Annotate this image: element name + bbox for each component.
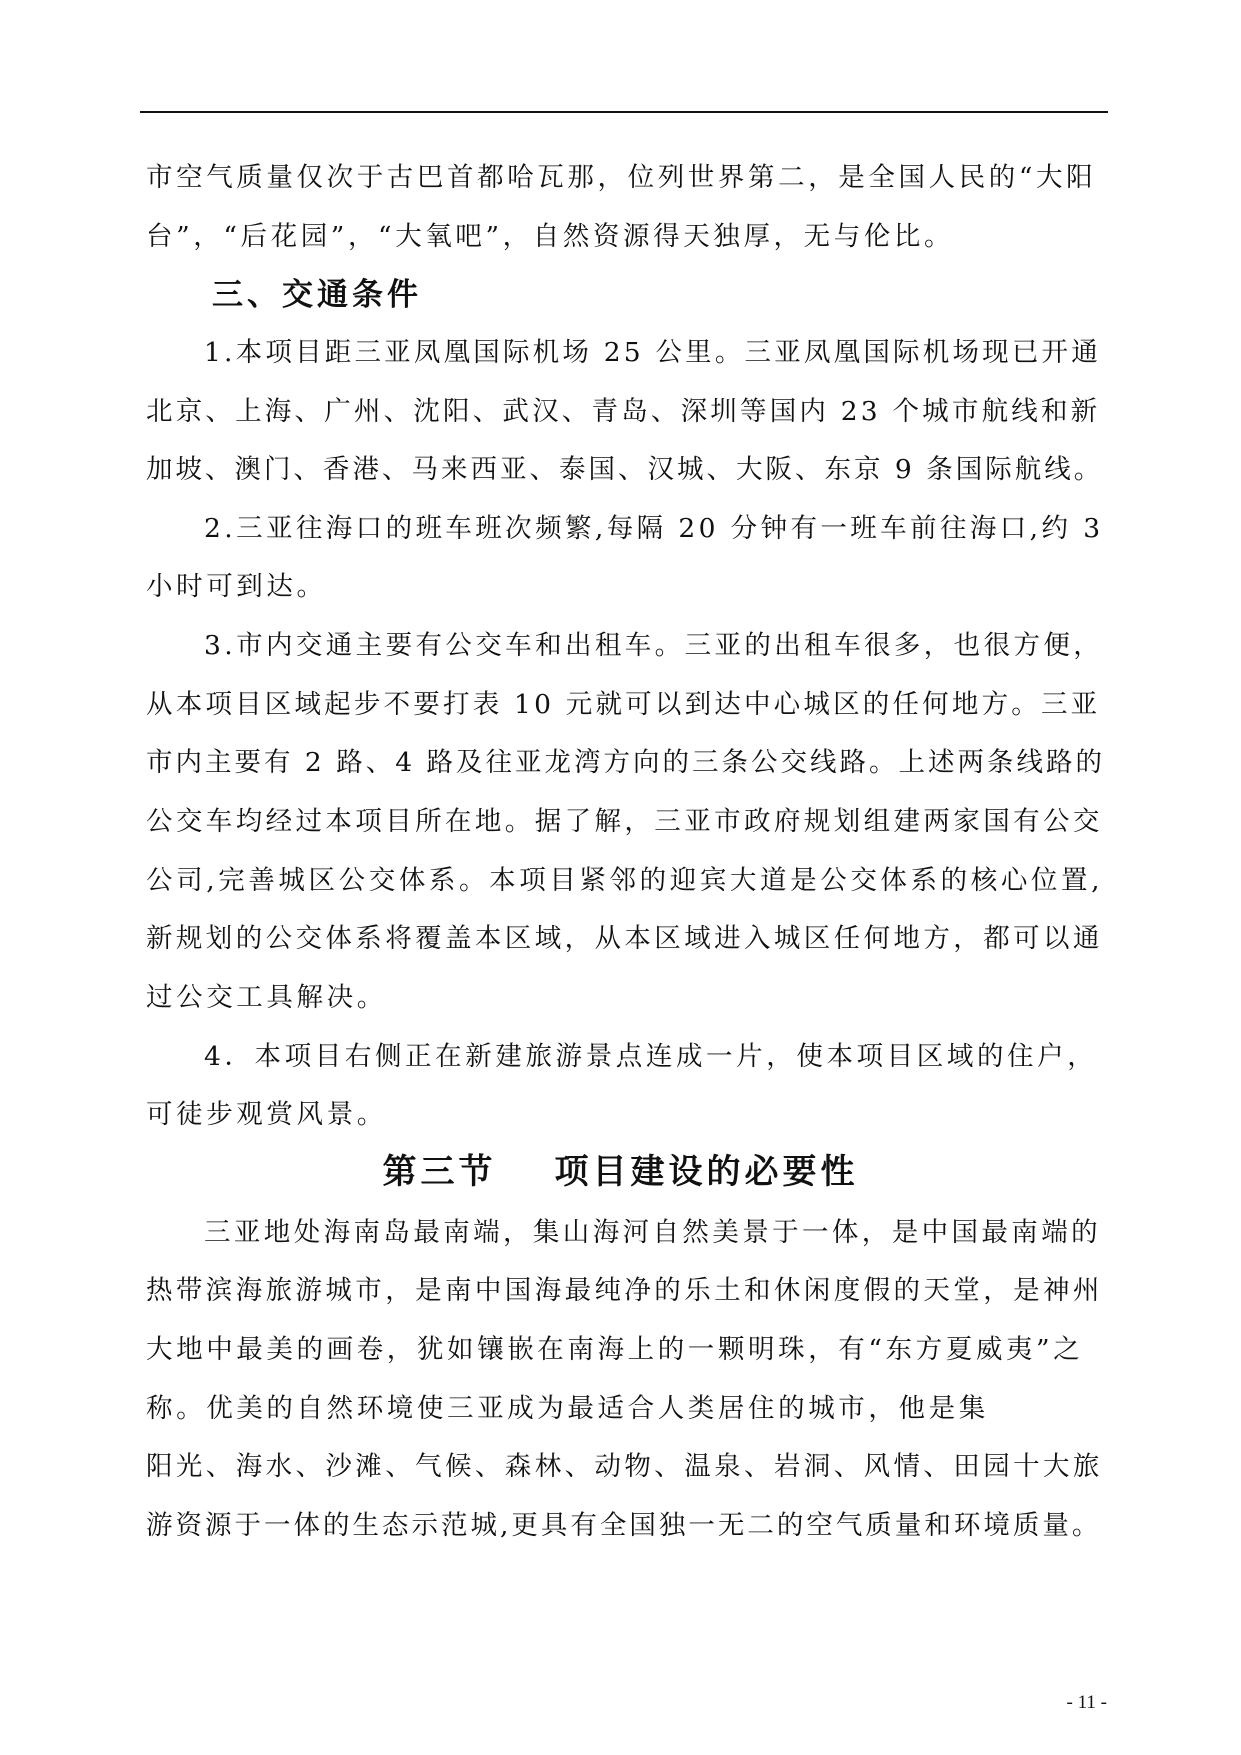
text-line: 新规划的公交体系将覆盖本区域，从本区域进入城区任何地方，都可以通: [146, 923, 1103, 954]
text-line: 阳光、海水、沙滩、气候、森林、动物、温泉、岩洞、风情、田园十大旅: [146, 1451, 1103, 1482]
section-number: 第三节: [382, 1152, 497, 1192]
text-line: 游资源于一体的生态示范城,更具有全国独一无二的空气质量和环境质量。: [146, 1510, 1102, 1541]
text-line: 公交车均经过本项目所在地。据了解，三亚市政府规划组建两家国有公交: [146, 806, 1103, 837]
text-line: 称。优美的自然环境使三亚成为最适合人类居住的城市，他是集: [146, 1393, 989, 1424]
text-line: 公司,完善城区公交体系。本项目紧邻的迎宾大道是公交体系的核心位置,: [146, 865, 1104, 896]
text-line: 市空气质量仅次于古巴首都哈瓦那，位列世界第二，是全国人民的“大阳: [146, 162, 1097, 193]
text-line: 市内主要有 2 路、4 路及往亚龙湾方向的三条公交线路。上述两条线路的: [146, 747, 1105, 778]
text-line: 大地中最美的画卷，犹如镶嵌在南海上的一颗明珠，有“东方夏威夷”之: [146, 1334, 1084, 1365]
text-line: 2.三亚往海口的班车班次频繁,每隔 20 分钟有一班车前往海口,约 3: [204, 513, 1104, 544]
text-line: 台”，“后花园”，“大氧吧”，自然资源得天独厚，无与伦比。: [146, 221, 955, 252]
text-line: 热带滨海旅游城市，是南中国海最纯净的乐土和休闲度假的天堂，是神州: [146, 1275, 1103, 1306]
section-title: [0, 1151, 1241, 1193]
text-line: 北京、上海、广州、沈阳、武汉、青岛、深圳等国内 23 个城市航线和新: [146, 396, 1101, 427]
text-line: 可徒步观赏风景。: [146, 1099, 387, 1130]
text-line: 4．本项目右侧正在新建旅游景点连成一片，使本项目区域的住户，: [204, 1041, 1098, 1072]
text-line: 从本项目区域起步不要打表 10 元就可以到达中心城区的任何地方。三亚: [146, 689, 1101, 720]
text-line: 加坡、澳门、香港、马来西亚、泰国、汉城、大阪、东京 9 条国际航线。: [146, 454, 1104, 485]
text-line: 三亚地处海南岛最南端，集山海河自然美景于一体，是中国最南端的: [204, 1217, 1101, 1248]
header-rule: [140, 111, 1108, 113]
text-line: 1.本项目距三亚凤凰国际机场 25 公里。三亚凤凰国际机场现已开通: [204, 337, 1101, 368]
text-line: 小时可到达。: [146, 571, 327, 602]
heading-transport: 三、交通条件: [212, 277, 422, 313]
text-line: 3.市内交通主要有公交车和出租车。三亚的出租车很多，也很方便，: [204, 630, 1104, 661]
text-line: 过公交工具解决。: [146, 982, 387, 1013]
page-number: - 11 -: [1066, 1692, 1107, 1713]
section-name: 项目建设的必要性: [554, 1152, 859, 1192]
